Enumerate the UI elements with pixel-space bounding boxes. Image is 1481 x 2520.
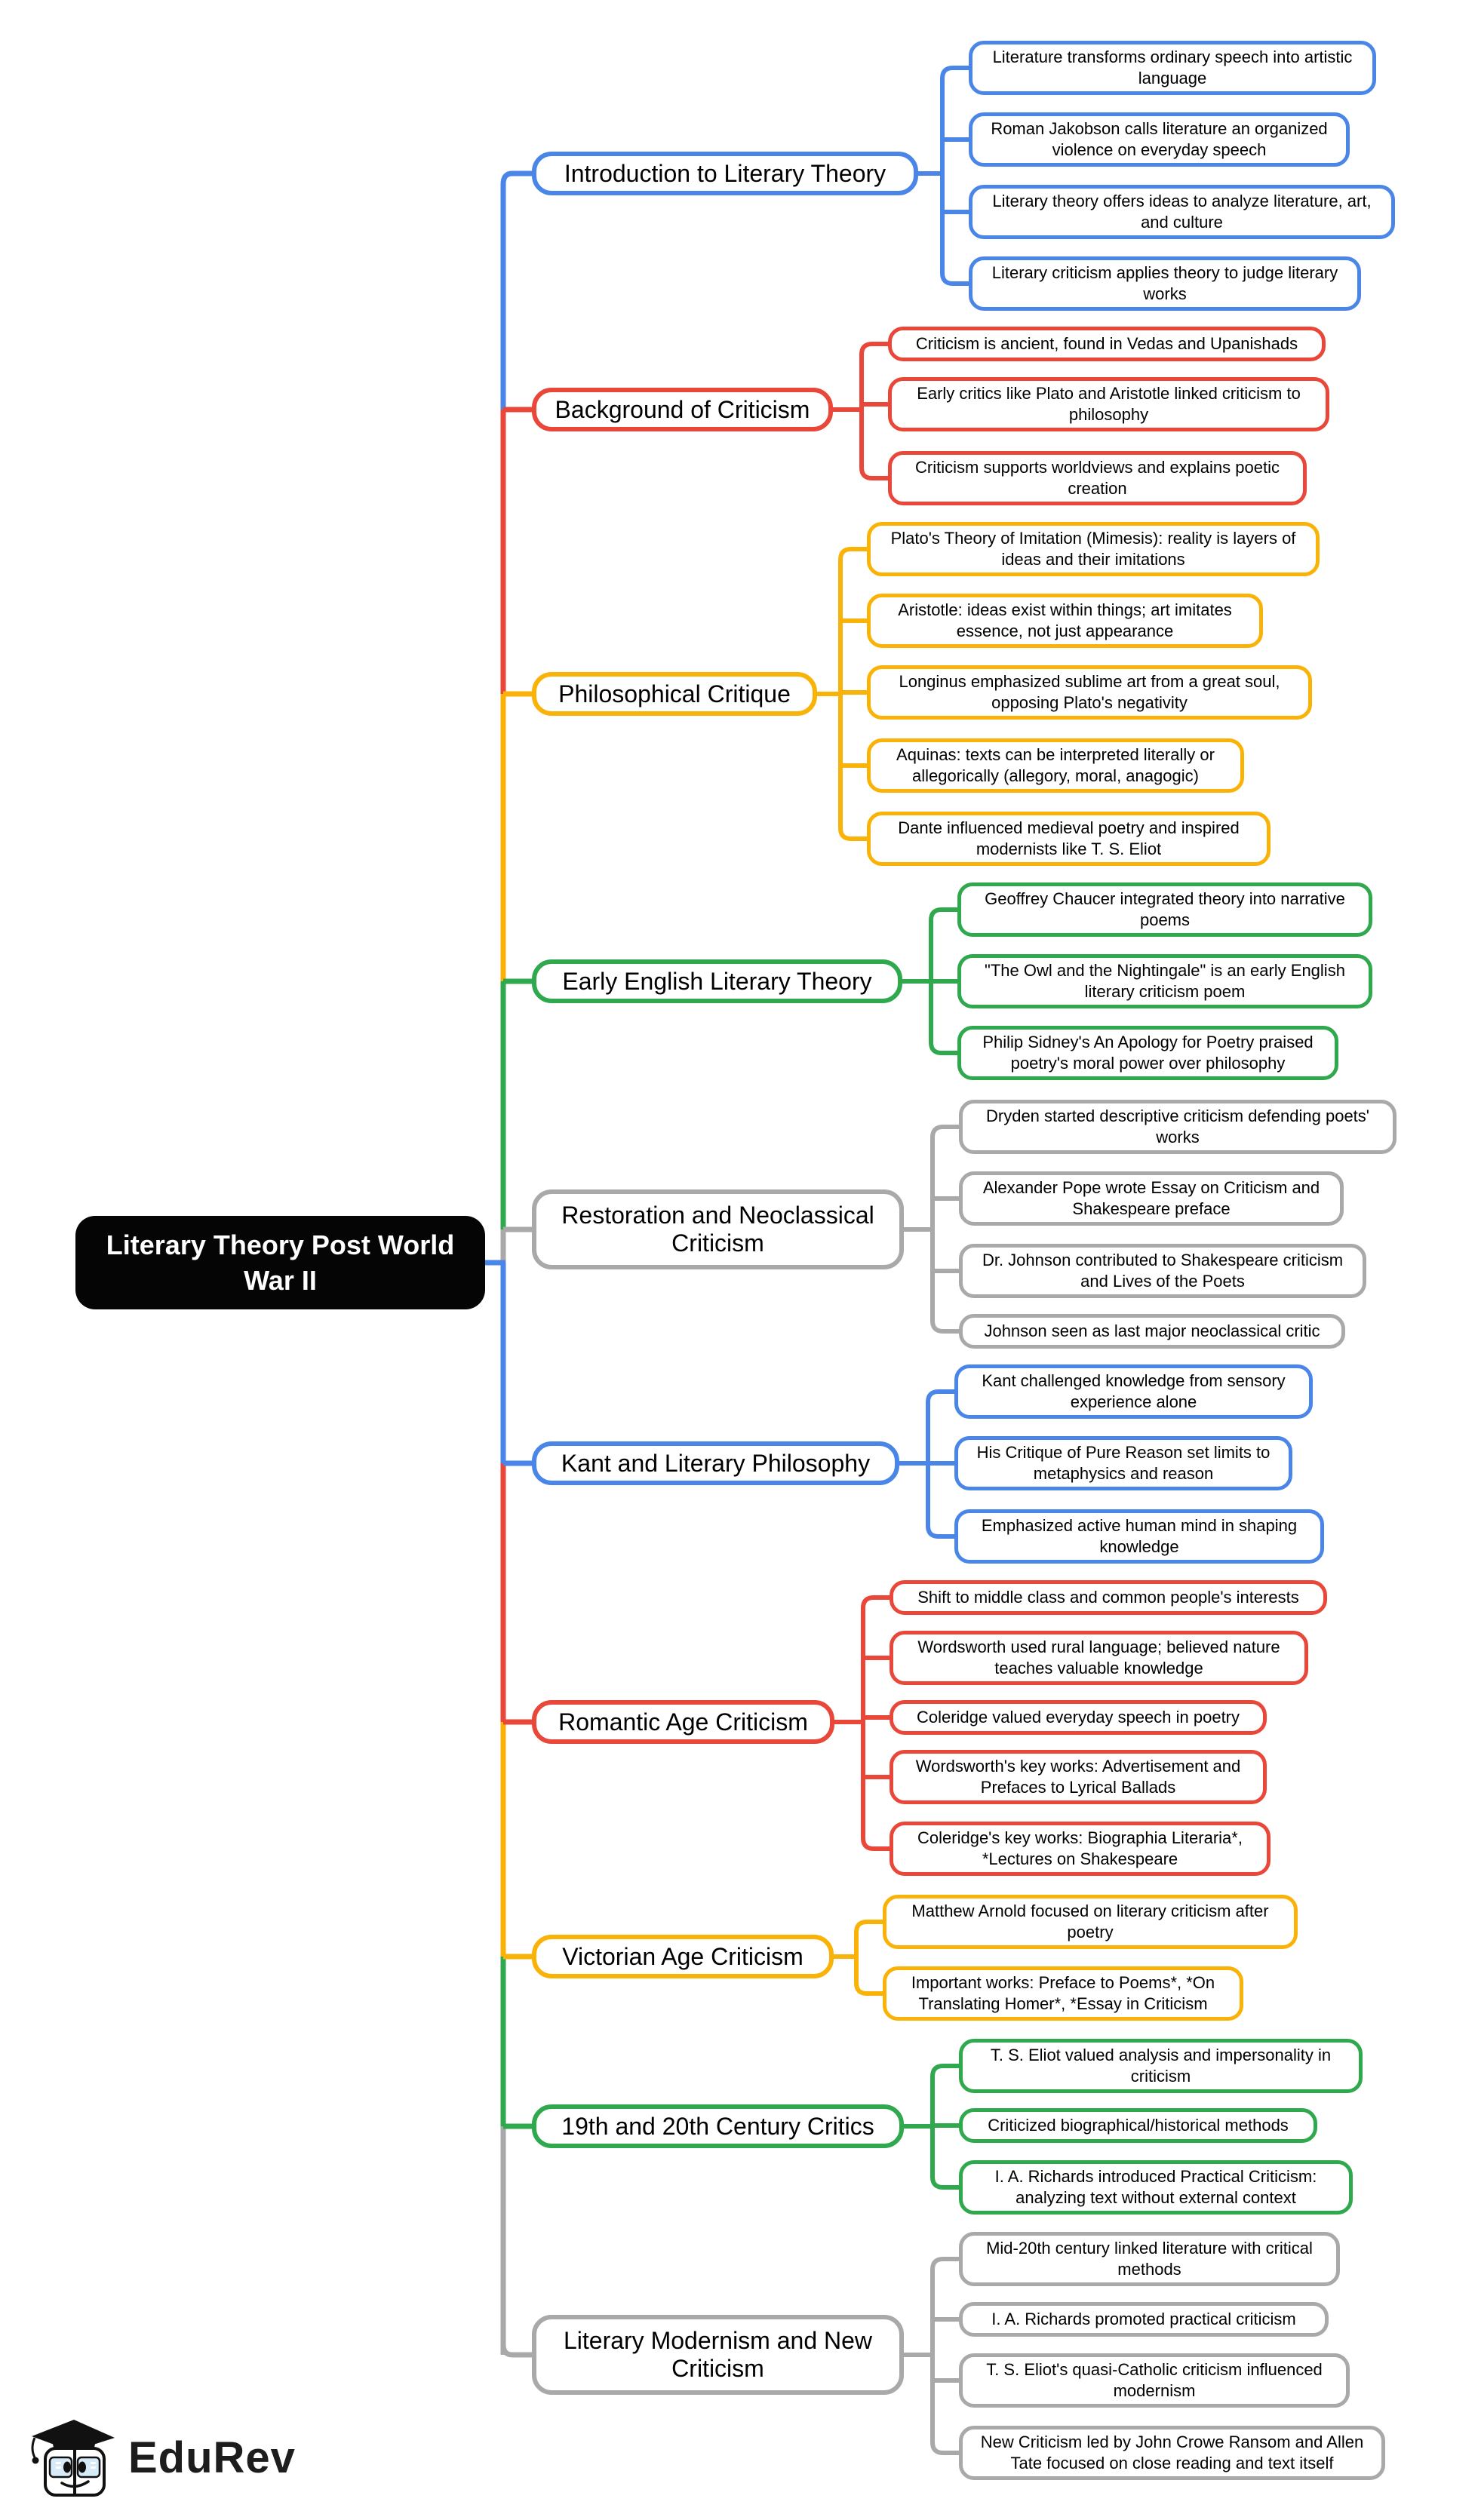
topic-background-of-criticism: [532, 388, 833, 431]
root-topic-label: Literary Theory Post World War II: [106, 1229, 455, 1296]
edurev-mascot-icon: [27, 2414, 116, 2501]
subtopic-philosophical-critique-5: [867, 812, 1271, 866]
subtopic-label: Mid-20th century linked literature with critical methods: [986, 2239, 1313, 2279]
subtopic-19th-and-20th-century-critics-1: [959, 2039, 1363, 2093]
connector: [933, 2259, 965, 2453]
subtopic-label: Wordsworth used rural language; believed nature teaches valuable knowledge: [917, 1638, 1280, 1677]
subtopic-label: Plato's Theory of Imitation (Mimesis): reality is layers of ideas and their imitations: [890, 529, 1296, 569]
subtopic-label: Literature transforms ordinary speech into artistic language: [992, 48, 1353, 87]
subtopic-label: Shift to middle class and common people's interests: [917, 1588, 1299, 1607]
subtopic-introduction-to-literary-theory-3: [969, 185, 1395, 239]
topic-victorian-age-criticism: [532, 1935, 834, 1978]
topic-label: Introduction to Literary Theory: [564, 159, 886, 187]
connector: [942, 68, 975, 284]
subtopic-label: His Critique of Pure Reason set limits to metaphysics and reason: [976, 1443, 1271, 1483]
subtopic-victorian-age-criticism-1: [883, 1895, 1298, 1949]
subtopic-early-english-literary-theory-1: [957, 882, 1372, 937]
subtopic-label: Aquinas: texts can be interpreted literally or allegorically (allegory, moral, anagogic): [896, 745, 1215, 785]
subtopic-19th-and-20th-century-critics-3: [959, 2160, 1353, 2215]
subtopic-label: Coleridge valued everyday speech in poetry: [916, 1708, 1240, 1727]
topic-philosophical-critique: [532, 672, 817, 716]
subtopic-kant-and-literary-philosophy-3: [954, 1509, 1324, 1564]
subtopic-label: Criticism supports worldviews and explains poetic creation: [915, 458, 1280, 498]
subtopic-romantic-age-criticism-1: [890, 1580, 1327, 1615]
topic-19th-and-20th-century-critics: [532, 2104, 904, 2148]
subtopic-label: "The Owl and the Nightingale" is an early English literary criticism poem: [985, 961, 1345, 1001]
topic-kant-and-literary-philosophy: [532, 1441, 899, 1485]
subtopic-philosophical-critique-3: [867, 665, 1312, 720]
subtopic-early-english-literary-theory-3: [957, 1026, 1338, 1080]
topic-early-english-literary-theory: [532, 959, 902, 1003]
subtopic-romantic-age-criticism-3: [890, 1700, 1267, 1735]
subtopic-kant-and-literary-philosophy-2: [954, 1436, 1292, 1490]
subtopic-label: I. A. Richards introduced Practical Criticism: analyzing text without external context: [994, 2167, 1317, 2207]
subtopic-label: Literary criticism applies theory to judge literary works: [991, 263, 1338, 303]
topic-label: Background of Criticism: [555, 395, 810, 423]
edurev-logo: [27, 2412, 296, 2503]
connector: [933, 1127, 965, 1331]
subtopic-label: I. A. Richards promoted practical criticism: [991, 2310, 1296, 2328]
topic-label: Victorian Age Criticism: [562, 1942, 803, 1970]
subtopic-label: T. S. Eliot valued analysis and impersonality in criticism: [990, 2046, 1332, 2086]
subtopic-victorian-age-criticism-2: [883, 1966, 1243, 2021]
subtopic-philosophical-critique-2: [867, 594, 1263, 648]
subtopic-label: Johnson seen as last major neoclassical critic: [984, 1321, 1320, 1340]
subtopic-label: Important works: Preface to Poems*, *On Translating Homer*, *Essay in Criticism: [911, 1973, 1215, 2013]
subtopic-label: New Criticism led by John Crowe Ransom and Allen Tate focused on close reading and text itself: [980, 2433, 1364, 2472]
root-topic: [75, 1216, 485, 1309]
subtopic-philosophical-critique-4: [867, 738, 1244, 793]
subtopic-restoration-and-neoclassical-criticism-1: [959, 1100, 1397, 1154]
subtopic-introduction-to-literary-theory-1: [969, 41, 1376, 95]
subtopic-label: Kant challenged knowledge from sensory experience alone: [982, 1371, 1286, 1411]
subtopic-romantic-age-criticism-4: [890, 1750, 1267, 1804]
topic-label: Restoration and Neoclassical Criticism: [561, 1202, 874, 1257]
subtopic-label: Early critics like Plato and Aristotle linked criticism to philosophy: [917, 384, 1301, 424]
subtopic-label: T. S. Eliot's quasi-Catholic criticism influenced modernism: [986, 2360, 1323, 2400]
subtopic-restoration-and-neoclassical-criticism-3: [959, 1244, 1366, 1298]
topic-label: Philosophical Critique: [558, 680, 791, 708]
subtopic-background-of-criticism-3: [888, 451, 1307, 505]
topic-label: 19th and 20th Century Critics: [561, 2112, 874, 2140]
topic-label: Literary Modernism and New Criticism: [563, 2327, 873, 2382]
subtopic-label: Aristotle: ideas exist within things; art imitates essence, not just appearance: [898, 600, 1232, 640]
topic-label: Kant and Literary Philosophy: [561, 1449, 871, 1477]
subtopic-label: Criticized biographical/historical methods: [988, 2116, 1289, 2135]
topic-label: Early English Literary Theory: [562, 967, 872, 995]
subtopic-label: Dryden started descriptive criticism defending poets' works: [986, 1107, 1369, 1146]
subtopic-introduction-to-literary-theory-2: [969, 112, 1350, 167]
subtopic-label: Longinus emphasized sublime art from a great soul, opposing Plato's negativity: [899, 672, 1280, 712]
edurev-brand-text: EduRev: [128, 2433, 296, 2482]
subtopic-restoration-and-neoclassical-criticism-4: [959, 1314, 1345, 1349]
subtopic-label: Geoffrey Chaucer integrated theory into narrative poems: [985, 889, 1345, 929]
subtopic-label: Criticism is ancient, found in Vedas and Upanishads: [915, 334, 1298, 353]
subtopic-label: Dante influenced medieval poetry and inspired modernists like T. S. Eliot: [898, 818, 1240, 858]
subtopic-label: Matthew Arnold focused on literary criticism after poetry: [911, 1902, 1269, 1941]
subtopic-romantic-age-criticism-5: [890, 1822, 1271, 1876]
subtopic-literary-modernism-and-new-criticism-4: [959, 2426, 1385, 2480]
topic-restoration-and-neoclassical-criticism: [532, 1189, 904, 1269]
subtopic-introduction-to-literary-theory-4: [969, 256, 1361, 311]
subtopic-19th-and-20th-century-critics-2: [959, 2108, 1317, 2143]
subtopic-philosophical-critique-1: [867, 522, 1320, 576]
subtopic-literary-modernism-and-new-criticism-3: [959, 2353, 1350, 2408]
topic-introduction-to-literary-theory: [532, 152, 918, 195]
subtopic-label: Coleridge's key works: Biographia Literaria*, *Lectures on Shakespeare: [917, 1828, 1243, 1868]
subtopic-kant-and-literary-philosophy-1: [954, 1364, 1313, 1419]
subtopic-romantic-age-criticism-2: [890, 1631, 1308, 1685]
subtopic-restoration-and-neoclassical-criticism-2: [959, 1171, 1344, 1226]
topic-romantic-age-criticism: [532, 1700, 834, 1744]
subtopic-background-of-criticism-2: [888, 377, 1329, 431]
subtopic-literary-modernism-and-new-criticism-1: [959, 2232, 1340, 2286]
topic-label: Romantic Age Criticism: [558, 1708, 808, 1736]
subtopic-label: Wordsworth's key works: Advertisement and Prefaces to Lyrical Ballads: [915, 1757, 1241, 1797]
topic-literary-modernism-and-new-criticism: [532, 2315, 904, 2395]
subtopic-literary-modernism-and-new-criticism-2: [959, 2302, 1329, 2337]
subtopic-early-english-literary-theory-2: [957, 954, 1372, 1008]
subtopic-label: Emphasized active human mind in shaping knowledge: [981, 1516, 1298, 1556]
subtopic-label: Philip Sidney's An Apology for Poetry praised poetry's moral power over philosophy: [982, 1033, 1314, 1073]
subtopic-label: Alexander Pope wrote Essay on Criticism and Shakespeare preface: [982, 1178, 1320, 1218]
subtopic-label: Literary theory offers ideas to analyze literature, art, and culture: [992, 192, 1372, 232]
subtopic-label: Roman Jakobson calls literature an organized violence on everyday speech: [991, 119, 1328, 159]
connector: [503, 173, 538, 410]
subtopic-label: Dr. Johnson contributed to Shakespeare criticism and Lives of the Poets: [982, 1251, 1344, 1291]
subtopic-background-of-criticism-1: [888, 327, 1326, 361]
